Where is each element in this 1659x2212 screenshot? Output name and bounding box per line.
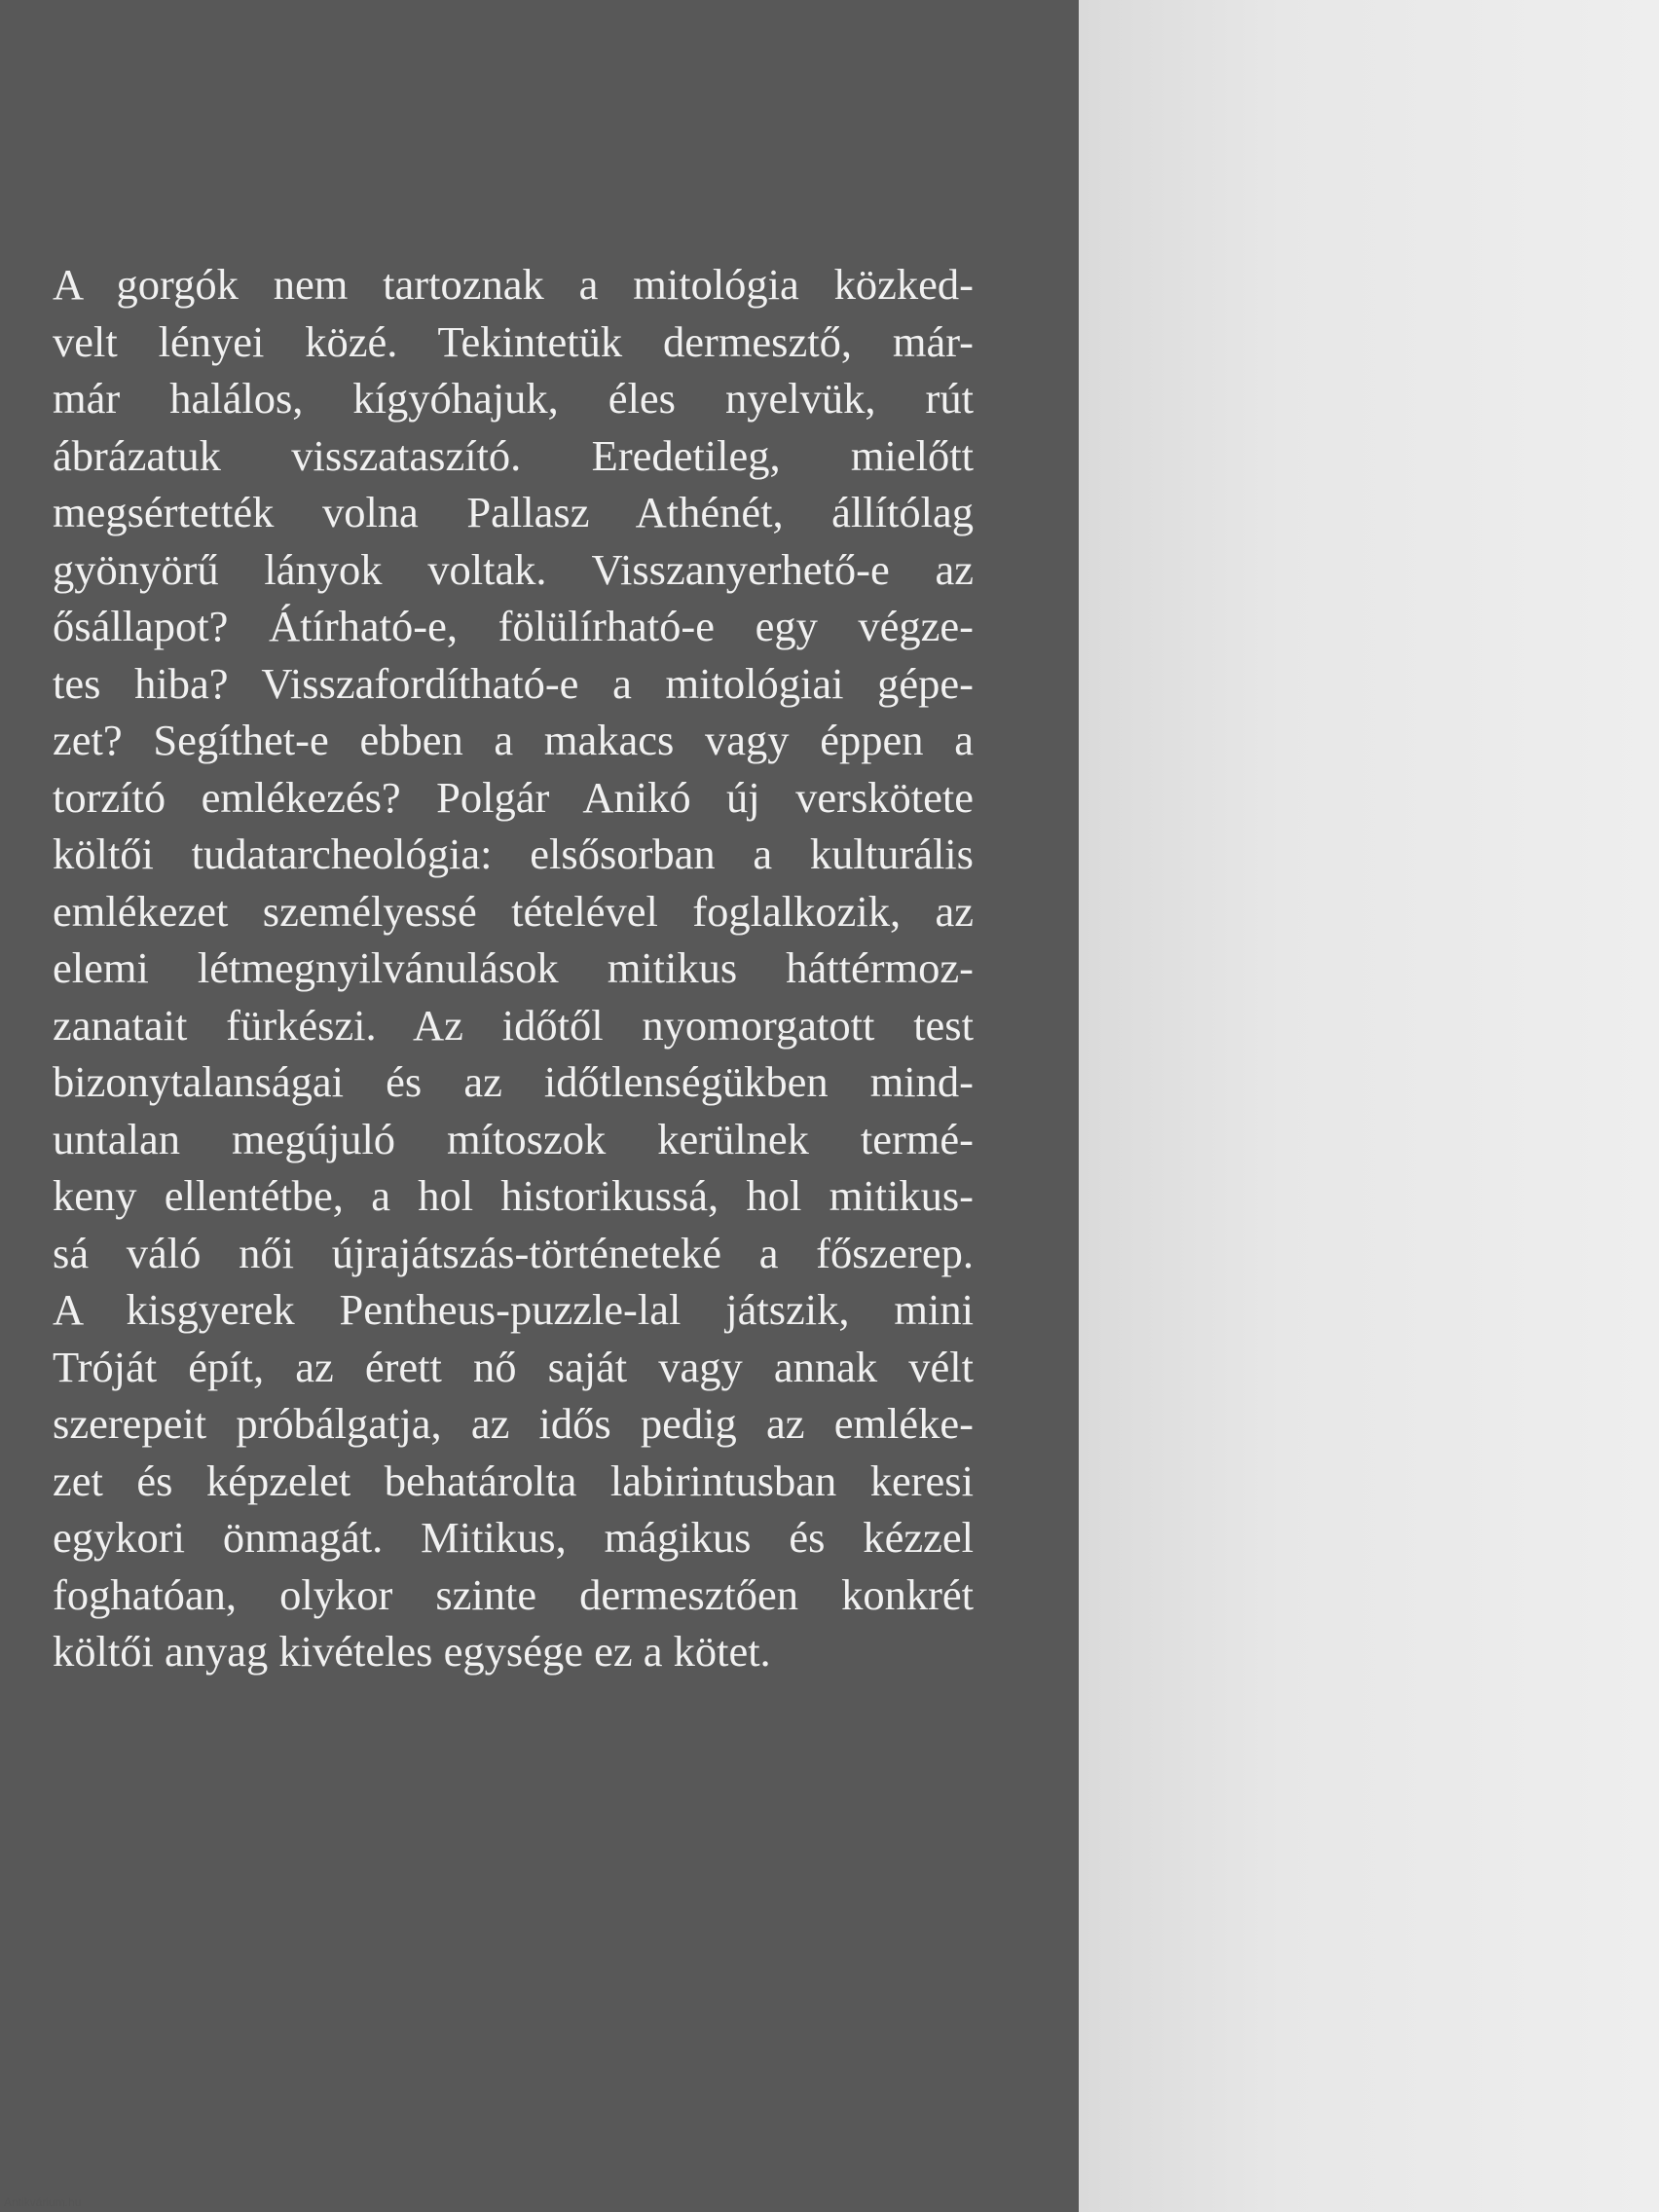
blurb-line: foghatóan, olykor szinte dermesztően konkrét <box>53 1569 974 1619</box>
blurb-line: bizonytalanságai és az időtlenségükben mind- <box>53 1057 974 1106</box>
blurb-line: A gorgók nem tartoznak a mitológia közked- <box>53 260 974 309</box>
blurb-line: ősállapot? Átírható-e, fölülírható-e egy végze- <box>53 602 974 650</box>
page-background <box>1079 0 1659 2212</box>
blurb-line: már halálos, kígyóhajuk, éles nyelvük, rút <box>53 374 974 423</box>
blurb-line: emlékezet személyessé tételével foglalkozik, az <box>53 886 974 936</box>
watermark: Antikvárium.hu <box>4 2195 82 2209</box>
blurb-line: egykori önmagát. Mitikus, mágikus és kézzel <box>53 1513 974 1562</box>
blurb-line: tes hiba? Visszafordítható-e a mitológiai gépe- <box>53 658 974 708</box>
blurb-line: gyönyörű lányok voltak. Visszanyerhető-e az <box>53 544 974 594</box>
blurb-line: szerepeit próbálgatja, az idős pedig az emléke- <box>53 1399 974 1448</box>
blurb-line: Tróját épít, az érett nő saját vagy annak vélt <box>53 1342 974 1391</box>
blurb-line: A kisgyerek Pentheus-puzzle-lal játszik, mini <box>53 1285 974 1334</box>
blurb-line: torzító emlékezés? Polgár Anikó új verskötete <box>53 772 974 822</box>
blurb-line: zet? Segíthet-e ebben a makacs vagy éppen a <box>53 716 974 764</box>
blurb-line: költői tudatarcheológia: elsősorban a kulturális <box>53 830 974 878</box>
blurb-line: sá váló női újrajátszás-történeteké a főszerep. <box>53 1228 974 1277</box>
blurb-text <box>53 256 974 1680</box>
blurb-line: költői anyag kivételes egysége ez a kötet. <box>53 1627 771 1676</box>
blurb-line: untalan megújuló mítoszok kerülnek termé- <box>53 1114 974 1163</box>
blurb-line: zanatait fürkészi. Az időtől nyomorgatott test <box>53 1000 974 1050</box>
blurb-line: keny ellentétbe, a hol historikussá, hol mitikus- <box>53 1171 974 1220</box>
blurb-line: ábrázatuk visszataszító. Eredetileg, mielőtt <box>53 430 974 480</box>
blurb-line: elemi létmegnyilvánulások mitikus háttérmoz- <box>53 943 974 992</box>
blurb-line: megsértették volna Pallasz Athénét, állítólag <box>53 488 974 536</box>
blurb-line: velt lényei közé. Tekintetük dermesztő, már- <box>53 316 974 366</box>
blurb-line: zet és képzelet behatárolta labirintusban keresi <box>53 1456 974 1505</box>
